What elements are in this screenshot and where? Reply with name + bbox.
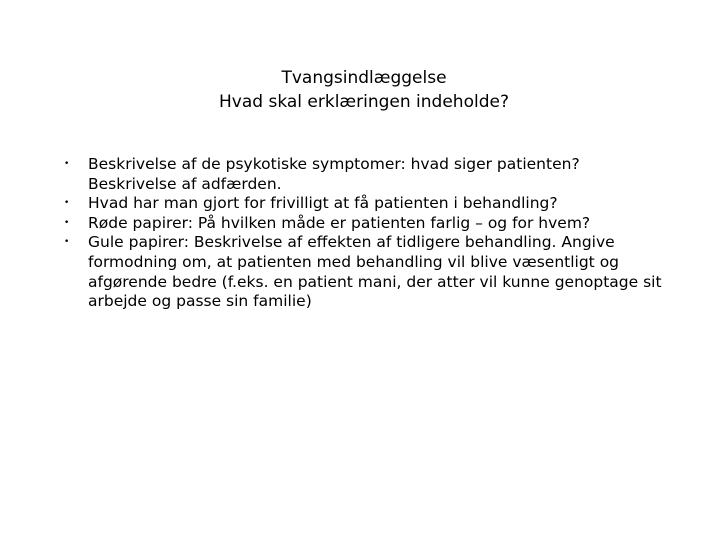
- bullet-item: [64, 233, 664, 311]
- bullet-text: Gule papirer: Beskrivelse af effekten af tidligere behandling. Angive formodning om, at patienten med behandling vil blive væsentligt og afgørende bedre (f.eks. en patient mani, der atter vil kunne genoptage sit arbejde og passe sin familie): [88, 233, 662, 311]
- bullet-list: [64, 155, 664, 312]
- bullet-item: [64, 214, 664, 234]
- bullet-text: Hvad har man gjort for frivilligt at få patienten i behandling?: [88, 194, 558, 213]
- bullet-dot-icon: •: [64, 217, 70, 228]
- bullet-dot-icon: •: [64, 159, 70, 169]
- bullet-dot-icon: •: [64, 237, 70, 248]
- bullet-text: Beskrivelse af de psykotiske symptomer: hvad siger patienten? Beskrivelse af adfærden.: [88, 155, 580, 193]
- title-line-1: Tvangsindlæggelse: [281, 68, 447, 88]
- bullet-text: Røde papirer: På hvilken måde er patienten farlig – og for hvem?: [88, 213, 591, 232]
- slide-title: [0, 66, 720, 114]
- title-line-2: Hvad skal erklæringen indeholde?: [219, 92, 509, 112]
- bullet-item: [64, 155, 664, 194]
- bullet-dot-icon: •: [64, 198, 70, 209]
- bullet-item: [64, 194, 664, 214]
